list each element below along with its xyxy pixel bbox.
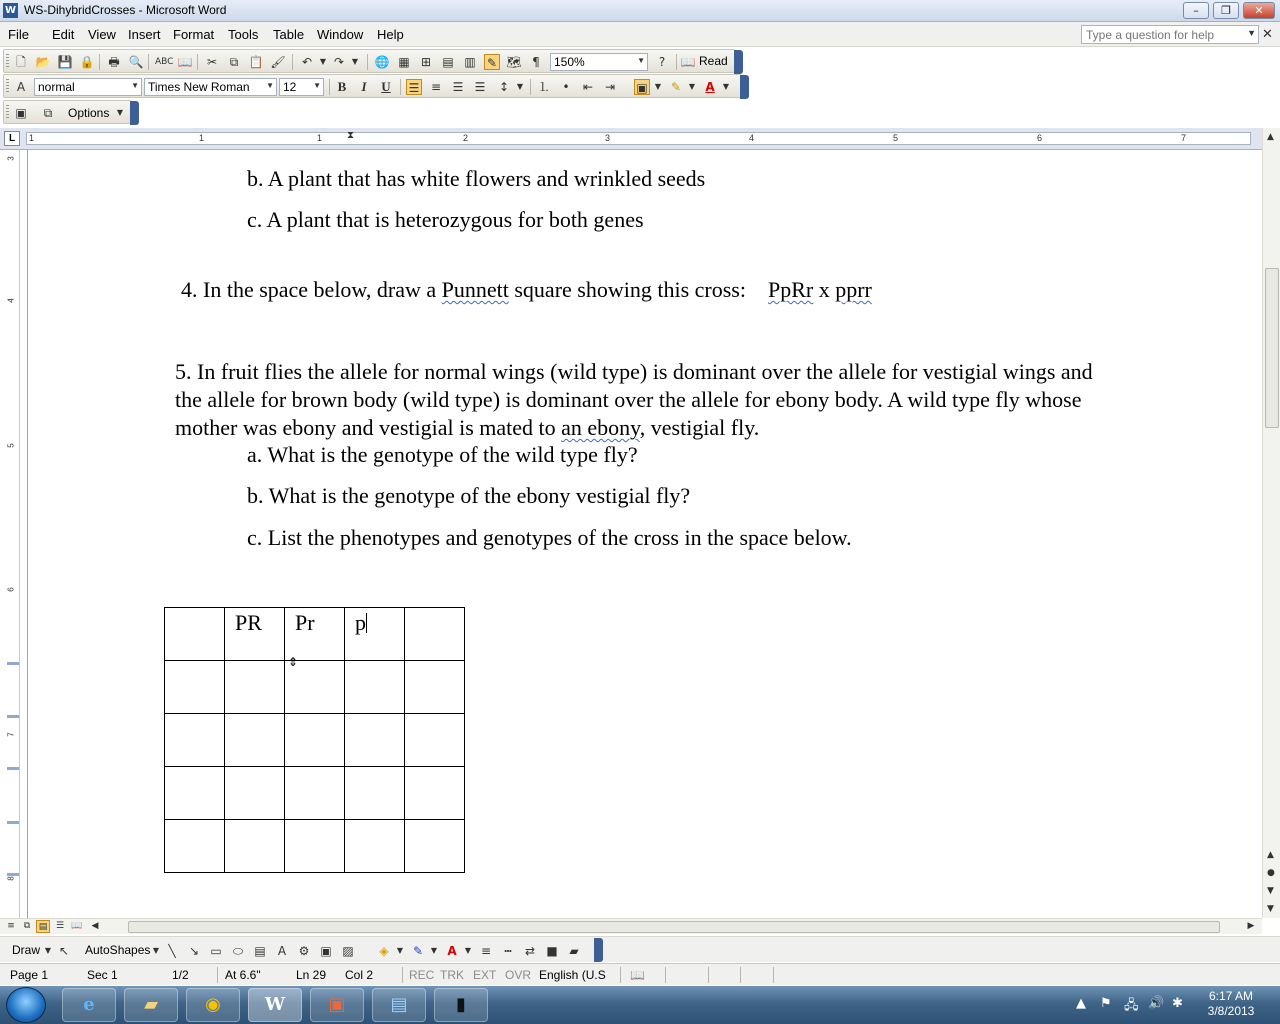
- status-rec[interactable]: REC: [409, 968, 435, 982]
- indent-marker-icon[interactable]: ⧗: [347, 130, 355, 141]
- status-ovr[interactable]: OVR: [505, 968, 532, 982]
- close-icon: ✕: [1254, 4, 1264, 17]
- research-icon[interactable]: 📖: [177, 55, 193, 69]
- line-style-icon[interactable]: ≡: [480, 944, 492, 958]
- security-icon[interactable]: ✱: [1172, 996, 1183, 1011]
- 3d-style-icon[interactable]: ▰: [569, 944, 579, 958]
- table-cell[interactable]: [225, 714, 285, 767]
- chevron-down-icon: ▼: [313, 81, 321, 90]
- question-5a[interactable]: a. What is the genotype of the wild type fly?: [247, 442, 638, 467]
- tables-borders-icon[interactable]: ▦: [398, 55, 410, 69]
- horizontal-scrollbar[interactable]: [0, 918, 1262, 934]
- reading-layout-icon[interactable]: 📖: [71, 921, 83, 931]
- line-spacing-icon[interactable]: ↕: [498, 80, 510, 94]
- font-color-icon[interactable]: A: [705, 80, 715, 94]
- help-icon[interactable]: ?: [658, 55, 666, 69]
- insert-excel-icon[interactable]: ▤: [442, 55, 454, 69]
- file-explorer-icon[interactable]: ▰: [124, 988, 178, 1022]
- close-button[interactable]: [1243, 2, 1275, 19]
- menu-edit[interactable]: Edit: [52, 27, 75, 42]
- question-4[interactable]: [181, 277, 872, 303]
- status-section: Sec 1: [87, 968, 118, 982]
- font-size-value: 12: [283, 80, 297, 94]
- table-cell-active[interactable]: [345, 608, 405, 661]
- toolbar-grip[interactable]: [6, 79, 9, 94]
- table-cell[interactable]: [345, 661, 405, 714]
- align-right-icon[interactable]: ☰: [452, 80, 464, 94]
- font-color-dropdown-icon[interactable]: ▼: [722, 82, 730, 91]
- line-spacing-dropdown-icon[interactable]: ▼: [516, 82, 524, 91]
- taskbar: [0, 986, 1280, 1024]
- ruler-label: 8: [6, 876, 16, 881]
- ruler-label: 7: [1181, 133, 1187, 143]
- table-row: [165, 714, 465, 767]
- save-icon[interactable]: 💾: [57, 55, 73, 69]
- document-map-icon[interactable]: 🗺: [506, 55, 522, 69]
- menu-table[interactable]: Table: [273, 27, 305, 42]
- row-resize-cursor-icon: ⇕: [288, 655, 299, 669]
- font-color-icon[interactable]: A: [447, 944, 457, 958]
- action-center-icon[interactable]: ⚑: [1100, 996, 1112, 1011]
- cut-icon[interactable]: ✂: [206, 55, 218, 69]
- bold-button[interactable]: B: [337, 79, 347, 94]
- question-5c[interactable]: c. List the phenotypes and genotypes of the cross in the space below.: [247, 525, 852, 550]
- internet-explorer-icon[interactable]: e: [62, 988, 116, 1022]
- status-page: Page 1: [10, 968, 49, 982]
- chevron-down-icon: ▼: [266, 81, 274, 90]
- zoom-select[interactable]: [550, 53, 648, 71]
- question-3b[interactable]: b. A plant that has white flowers and wrinkled seeds: [247, 166, 706, 191]
- format-painter-icon[interactable]: 🖌: [270, 55, 286, 69]
- table-cell[interactable]: [405, 767, 465, 820]
- table-cell[interactable]: [165, 661, 225, 714]
- autoshapes-dropdown-icon[interactable]: ▼: [152, 946, 160, 955]
- clip-art-icon[interactable]: ▣: [320, 944, 332, 958]
- dash-style-icon[interactable]: ┅: [504, 944, 512, 958]
- table-row: [165, 767, 465, 820]
- scroll-left-icon[interactable]: ◀: [91, 921, 99, 931]
- row-marker[interactable]: [7, 662, 19, 665]
- document-page[interactable]: [27, 150, 1260, 918]
- table-cell[interactable]: [165, 820, 225, 873]
- open-folder-icon[interactable]: 📂: [35, 55, 51, 69]
- question-4-mid: square showing this cross:: [508, 277, 768, 302]
- vertical-ruler[interactable]: [4, 150, 20, 918]
- fill-color-icon[interactable]: ◈: [379, 944, 389, 958]
- ruler-label: 2: [463, 133, 469, 143]
- table-row: [165, 661, 465, 714]
- draw-menu-button[interactable]: Draw: [12, 943, 41, 957]
- toolbar-options-icon[interactable]: [740, 75, 749, 99]
- status-language[interactable]: English (U.S: [539, 968, 606, 982]
- toolbar-options-icon[interactable]: [734, 50, 743, 74]
- show-hide-icon[interactable]: ¶: [532, 55, 540, 69]
- table-cell[interactable]: [165, 714, 225, 767]
- volume-icon[interactable]: 🔊: [1148, 996, 1165, 1011]
- text-box-icon[interactable]: ▤: [254, 944, 266, 958]
- table-cell[interactable]: [285, 767, 345, 820]
- question-5-line-3-prefix: mother was ebony and vestigial is mated to: [175, 415, 562, 440]
- question-5-line-1[interactable]: 5. In fruit flies the allele for normal wings (wild type) is dominant over the allele for vestigial wings and: [175, 359, 1093, 384]
- font-select[interactable]: [144, 78, 277, 96]
- drawing-icon[interactable]: ✎: [484, 54, 500, 70]
- row-marker[interactable]: [7, 821, 19, 824]
- style-select[interactable]: [34, 78, 142, 96]
- menu-tools[interactable]: Tools: [228, 27, 259, 42]
- print-layout-icon[interactable]: ▤: [36, 920, 50, 933]
- hyperlink-icon[interactable]: 🌐: [374, 55, 390, 69]
- help-search-input[interactable]: [1081, 25, 1259, 44]
- picture-icon[interactable]: ▨: [342, 944, 354, 958]
- table-cell[interactable]: [225, 767, 285, 820]
- highlight-icon[interactable]: ✎: [670, 80, 682, 94]
- table-cell[interactable]: [345, 714, 405, 767]
- status-position: At 6.6": [225, 968, 261, 982]
- row-marker[interactable]: [7, 767, 19, 770]
- minimize-button[interactable]: [1183, 2, 1209, 19]
- print-icon[interactable]: 🖶: [108, 55, 120, 69]
- question-3c[interactable]: c. A plant that is heterozygous for both genes: [247, 207, 644, 232]
- clock-time: 6:17 AM: [1208, 989, 1254, 1003]
- word-icon[interactable]: W: [248, 988, 302, 1022]
- formatting-toolbar: [3, 74, 741, 98]
- ruler-label: 6: [6, 587, 16, 592]
- ruler-label: 3: [6, 156, 16, 161]
- table-cell[interactable]: Pr: [285, 608, 345, 661]
- show-hidden-icons-icon[interactable]: ▲: [1076, 996, 1086, 1011]
- table-cell[interactable]: [225, 820, 285, 873]
- table-cell[interactable]: [405, 661, 465, 714]
- redo-dropdown-icon[interactable]: ▼: [351, 57, 359, 66]
- powerpoint-icon[interactable]: ▣: [310, 988, 364, 1022]
- horizontal-ruler-area: [0, 128, 1280, 150]
- cross-parent-1[interactable]: PpRr: [767, 277, 814, 302]
- chrome-icon[interactable]: ◉: [186, 988, 240, 1022]
- align-left-icon[interactable]: ☰: [406, 79, 422, 95]
- clock-date: 3/8/2013: [1207, 1004, 1255, 1018]
- table-cell[interactable]: [345, 820, 405, 873]
- menu-window[interactable]: Window: [317, 27, 364, 42]
- row-marker[interactable]: [7, 873, 19, 876]
- spelling-icon[interactable]: ABC: [155, 57, 174, 67]
- font-color-dropdown-icon[interactable]: ▼: [464, 946, 472, 955]
- tab-selector[interactable]: L: [4, 131, 20, 146]
- scroll-thumb[interactable]: [1265, 268, 1279, 428]
- maximize-icon: ❐: [1221, 4, 1231, 17]
- table-cell[interactable]: [345, 767, 405, 820]
- help-placeholder: Type a question for help: [1086, 28, 1215, 42]
- line-icon[interactable]: ╲: [168, 944, 176, 958]
- question-5-line-2[interactable]: the allele for brown body (wild type) is dominant over the allele for ebony body. A wild type fly whose: [175, 387, 1082, 412]
- wordart-icon[interactable]: A: [277, 944, 287, 958]
- question-5-line-3[interactable]: [175, 415, 759, 441]
- grammar-mark-an-ebony[interactable]: an ebony: [561, 415, 640, 440]
- numbering-icon[interactable]: ⒈: [537, 80, 550, 94]
- toolbar-options-icon[interactable]: [130, 101, 139, 125]
- scroll-down-icon[interactable]: ▼: [1267, 886, 1274, 896]
- text-cursor: [366, 613, 367, 633]
- border-dropdown-icon[interactable]: ▼: [654, 82, 662, 91]
- arrow-style-icon[interactable]: ⇄: [524, 944, 536, 958]
- outline-view-icon[interactable]: ☰: [55, 921, 65, 931]
- status-trk[interactable]: TRK: [440, 968, 464, 982]
- scroll-down-icon[interactable]: ▼: [1267, 904, 1274, 914]
- ruler-label: 7: [6, 732, 16, 737]
- drawing-toolbar: [0, 936, 1280, 962]
- word-icon[interactable]: W: [4, 5, 17, 16]
- chevron-down-icon: ▼: [637, 56, 645, 65]
- title-bar: [0, 0, 1280, 22]
- table-cell[interactable]: [165, 608, 225, 661]
- question-5b[interactable]: b. What is the genotype of the ebony vestigial fly?: [247, 483, 691, 508]
- status-line: Ln 29: [296, 968, 327, 982]
- rectangle-icon[interactable]: ▭: [210, 944, 222, 958]
- menu-insert[interactable]: Insert: [128, 27, 161, 42]
- start-button[interactable]: [6, 987, 46, 1023]
- scroll-up-icon[interactable]: ▲: [1267, 850, 1274, 860]
- table-row: [165, 608, 465, 661]
- insert-table-icon[interactable]: ⊞: [420, 55, 432, 69]
- cross-parent-2[interactable]: pprr: [835, 277, 872, 302]
- select-objects-icon[interactable]: ↖: [58, 944, 70, 958]
- zoom-value: 150%: [554, 55, 585, 69]
- network-icon[interactable]: 🖧: [1124, 998, 1139, 1013]
- scroll-up-icon[interactable]: ▲: [1267, 132, 1274, 142]
- font-value: Times New Roman: [148, 80, 250, 94]
- ruler-label: 4: [6, 298, 16, 303]
- menu-help[interactable]: Help: [377, 27, 404, 42]
- horizontal-ruler[interactable]: [26, 132, 1251, 145]
- ruler-label: 3: [605, 133, 611, 143]
- video-maker-icon[interactable]: ▤: [372, 988, 426, 1022]
- review-toolbar: [3, 100, 131, 124]
- redo-icon[interactable]: ↷: [333, 55, 345, 69]
- decrease-indent-icon[interactable]: ⇤: [582, 80, 594, 94]
- ruler-label: 5: [6, 443, 16, 448]
- line-color-dropdown-icon[interactable]: ▼: [430, 946, 438, 955]
- clock[interactable]: [1196, 989, 1266, 1019]
- autoshapes-button[interactable]: AutoShapes: [85, 943, 151, 957]
- read-button[interactable]: Read: [699, 54, 728, 68]
- cell-text: p: [355, 610, 366, 635]
- ruler-label: 5: [893, 133, 899, 143]
- table-cell[interactable]: [405, 820, 465, 873]
- increase-indent-icon[interactable]: ⇥: [604, 80, 616, 94]
- print-preview-icon[interactable]: 🔍: [128, 55, 144, 69]
- toolbar-grip[interactable]: [6, 54, 9, 69]
- select-browse-object-icon[interactable]: ●: [1267, 868, 1275, 878]
- menu-view[interactable]: View: [88, 27, 116, 42]
- oval-icon[interactable]: ⬭: [232, 944, 244, 958]
- italic-button[interactable]: I: [361, 79, 367, 94]
- spelling-status-icon[interactable]: 📖: [630, 968, 645, 982]
- row-marker[interactable]: [7, 715, 19, 718]
- highlight-dropdown-icon[interactable]: ▼: [688, 82, 696, 91]
- table-cell[interactable]: [285, 820, 345, 873]
- window-title: WS-DihybridCrosses - Microsoft Word: [24, 3, 227, 17]
- toolbar-options-icon[interactable]: [594, 938, 603, 962]
- normal-view-icon[interactable]: ≡: [7, 921, 15, 931]
- table-cell[interactable]: [285, 714, 345, 767]
- web-layout-icon[interactable]: ⧉: [23, 921, 31, 931]
- new-document-icon[interactable]: 🗋: [16, 55, 26, 69]
- spelling-mark-punnett[interactable]: Punnett: [441, 277, 509, 302]
- line-color-icon[interactable]: ✎: [412, 944, 424, 958]
- media-icon[interactable]: ▮: [434, 988, 488, 1022]
- arrow-icon[interactable]: ↘: [188, 944, 200, 958]
- font-size-select[interactable]: [279, 78, 324, 96]
- undo-dropdown-icon[interactable]: ▼: [319, 57, 327, 66]
- maximize-button[interactable]: [1213, 2, 1239, 19]
- permission-icon[interactable]: 🔒: [79, 55, 95, 69]
- status-ext[interactable]: EXT: [473, 968, 497, 982]
- options-button[interactable]: Options: [68, 106, 110, 120]
- document-close-icon[interactable]: ✕: [1262, 27, 1273, 42]
- styles-icon[interactable]: A: [16, 80, 26, 94]
- standard-toolbar: [3, 49, 735, 73]
- options-dropdown-icon[interactable]: ▼: [116, 108, 124, 117]
- underline-button[interactable]: U: [381, 79, 391, 94]
- undo-icon[interactable]: ↶: [301, 55, 313, 69]
- bullets-icon[interactable]: •: [562, 80, 570, 94]
- compare-icon[interactable]: ⧉: [43, 106, 53, 120]
- status-bar: [0, 963, 1280, 985]
- menu-format[interactable]: Format: [173, 27, 215, 42]
- paste-icon[interactable]: 📋: [248, 55, 264, 69]
- columns-icon[interactable]: ▥: [464, 55, 476, 69]
- ruler-label: 1: [199, 133, 205, 143]
- draw-dropdown-icon[interactable]: ▼: [44, 946, 52, 955]
- status-column: Col 2: [345, 968, 374, 982]
- style-value: normal: [38, 80, 75, 94]
- table-cell[interactable]: [165, 767, 225, 820]
- ruler-label: 1: [29, 133, 35, 143]
- ruler-label: 1: [317, 133, 323, 143]
- status-page-count: 1/2: [172, 968, 189, 982]
- ruler-label: 4: [749, 133, 755, 143]
- punnett-square-table[interactable]: [164, 607, 465, 873]
- table-row: [165, 820, 465, 873]
- justify-icon[interactable]: ☰: [474, 80, 486, 94]
- question-4-prefix: 4. In the space below, draw a: [181, 277, 442, 302]
- menu-file[interactable]: File: [8, 27, 29, 42]
- chevron-down-icon: ▼: [131, 81, 139, 90]
- shadow-icon[interactable]: ■: [546, 944, 558, 958]
- table-cell[interactable]: [405, 714, 465, 767]
- scroll-thumb[interactable]: [128, 921, 1220, 933]
- diagram-icon[interactable]: ⚙: [298, 944, 310, 958]
- vertical-scrollbar[interactable]: [1262, 128, 1280, 918]
- fill-dropdown-icon[interactable]: ▼: [396, 946, 404, 955]
- align-center-icon[interactable]: ≡: [430, 80, 442, 94]
- question-5-line-3-suffix: , vestigial fly.: [639, 415, 760, 440]
- ruler-label: 6: [1037, 133, 1043, 143]
- scroll-right-icon[interactable]: ▶: [1247, 921, 1255, 931]
- read-icon: 📖: [680, 55, 696, 69]
- toolbar-grip[interactable]: [6, 105, 9, 120]
- table-cell[interactable]: PR: [225, 608, 285, 661]
- table-cell[interactable]: [225, 661, 285, 714]
- border-icon[interactable]: ▣: [634, 79, 650, 95]
- window-icon[interactable]: ▣: [15, 106, 27, 120]
- copy-icon[interactable]: ⧉: [229, 55, 239, 69]
- chevron-down-icon[interactable]: ▼: [1247, 28, 1256, 38]
- cross-x: x: [813, 277, 836, 302]
- minimize-icon: –: [1193, 4, 1199, 17]
- table-cell[interactable]: [405, 608, 465, 661]
